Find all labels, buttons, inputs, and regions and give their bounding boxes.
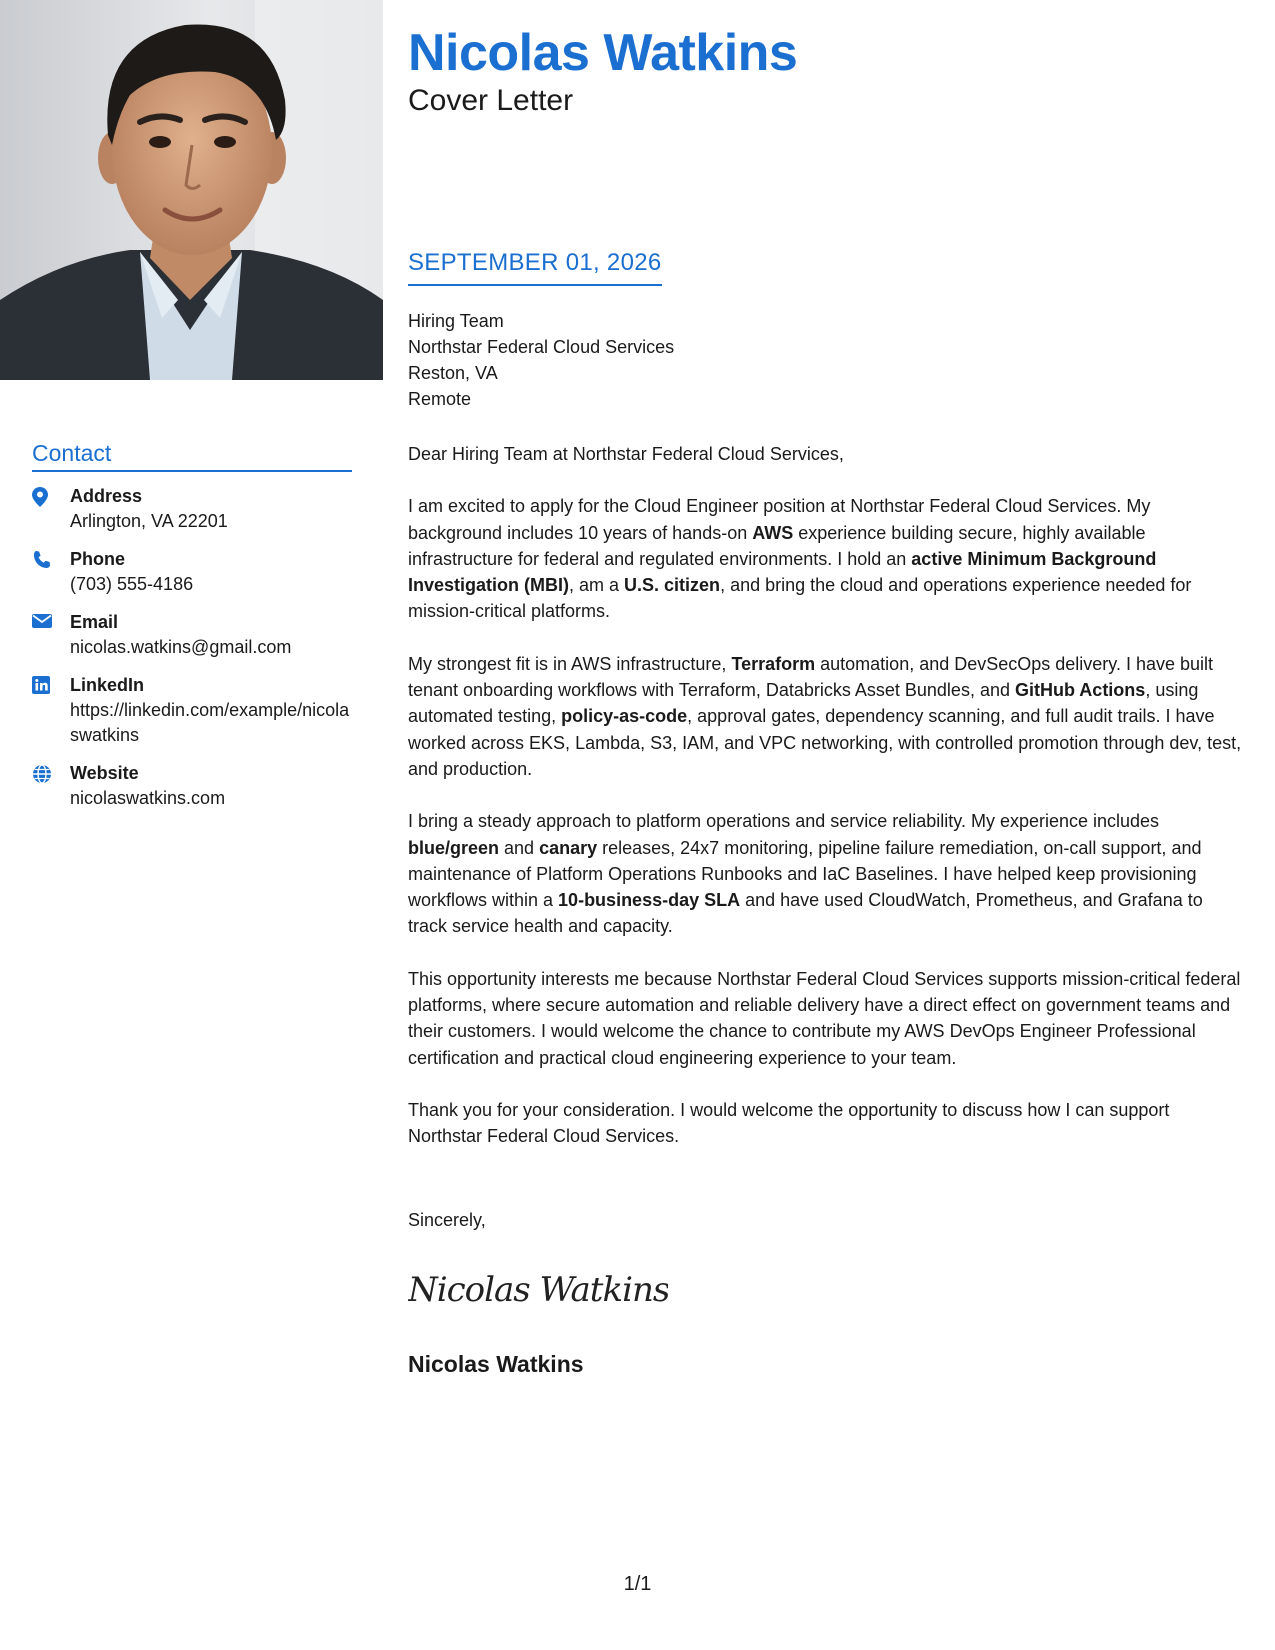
body-paragraph	[408, 1097, 1243, 1150]
paragraph-text: My strongest fit is in AWS infrastructure,	[408, 653, 732, 674]
contact-heading: Contact	[32, 438, 352, 472]
emphasis-text: canary	[539, 837, 598, 858]
globe-icon	[32, 761, 70, 811]
paragraph-text: Thank you for your consideration. I would welcome the opportunity to discuss how I can support Northstar Federal Cloud Services.	[408, 1099, 1170, 1147]
recipient-block	[408, 308, 674, 412]
letter-date: SEPTEMBER 01, 2026	[408, 248, 662, 286]
signature-text: Nicolas Watkins	[408, 1270, 668, 1310]
closing: Sincerely,	[408, 1210, 486, 1230]
paragraph-text: releases, 24x7 monitoring, pipeline failure remediation, on-call support, and maintenance of Platform Operations Runbooks and IaC Baselines. I have helped keep provisioning workflows within a	[408, 837, 1202, 911]
paragraph-text: , am a	[569, 575, 625, 596]
website-link[interactable]: nicolaswatkins.com	[70, 788, 226, 808]
contact-label-address: Address	[70, 486, 143, 506]
contact-item-email	[32, 610, 352, 660]
emphasis-text: policy-as-code	[561, 706, 688, 727]
contact-item-website	[32, 761, 352, 811]
paragraph-text: This opportunity interests me because Northstar Federal Cloud Services supports mission-critical federal platforms, where secure automation and reliable delivery have a direct effect on government teams and their customers. I would welcome the chance to contribute my AWS DevOps Engineer Professional certification and practical cloud engineering experience to your team.	[408, 968, 1241, 1068]
page-number: 1/1	[623, 1573, 652, 1595]
map-pin-icon	[32, 484, 70, 534]
body-paragraph	[408, 651, 1243, 782]
contact-label-email: Email	[70, 612, 119, 632]
paragraph-text: I am excited to apply for the Cloud Engineer position at Northstar Federal Cloud Services. My background includes 10 years of hands-on	[408, 496, 1151, 543]
recipient-line: Reston, VA	[408, 363, 498, 383]
document-subtitle: Cover Letter	[408, 84, 574, 117]
applicant-name: Nicolas Watkins	[408, 24, 798, 82]
emphasis-text: active Minimum Background Investigation (MBI)	[408, 548, 1157, 596]
contact-item-address	[32, 484, 352, 534]
paragraph-text: experience building secure, highly available infrastructure for federal and regulated environments. I hold an	[408, 522, 1146, 569]
paragraph-text: , and bring the cloud and operations experience needed for mission-critical platforms.	[408, 575, 1192, 622]
emphasis-text: AWS	[752, 522, 794, 543]
envelope-icon	[32, 610, 70, 660]
paragraph-text: I bring a steady approach to platform operations and service reliability. My experience includes	[408, 811, 1160, 832]
body-paragraph	[408, 966, 1243, 1071]
contact-label-phone: Phone	[70, 549, 126, 569]
emphasis-text: blue/green	[408, 837, 500, 858]
linkedin-link[interactable]: https://linkedin.com/example/nicolaswatkins	[70, 700, 350, 745]
emphasis-text: U.S. citizen	[624, 575, 721, 596]
contact-list	[32, 484, 352, 811]
body-paragraph	[408, 808, 1243, 939]
email-link[interactable]: nicolas.watkins@gmail.com	[70, 637, 292, 657]
paragraph-text: and	[499, 837, 540, 858]
profile-photo	[0, 0, 383, 380]
emphasis-text: 10-business-day SLA	[558, 890, 741, 911]
recipient-line: Remote	[408, 389, 472, 409]
body-paragraph	[408, 493, 1243, 624]
paragraph-text: and have used CloudWatch, Prometheus, and Grafana to track service health and capacity.	[408, 890, 1203, 937]
emphasis-text: Terraform	[731, 653, 816, 674]
phone-icon	[32, 547, 70, 597]
signed-name: Nicolas Watkins	[408, 1351, 584, 1377]
contact-item-linkedin	[32, 673, 352, 748]
contact-label-linkedin: LinkedIn	[70, 675, 145, 695]
letter-body	[408, 441, 1243, 1176]
contact-value-address: Arlington, VA 22201	[70, 511, 228, 531]
contact-label-website: Website	[70, 763, 139, 783]
recipient-line: Northstar Federal Cloud Services	[408, 337, 675, 357]
paragraph-text: , using automated testing,	[408, 680, 1199, 727]
paragraph-text: automation, and DevSecOps delivery. I have built tenant onboarding workflows with Terraform, Databricks Asset Bundles, and	[408, 653, 1214, 701]
contact-section	[32, 438, 352, 824]
salutation: Dear Hiring Team at Northstar Federal Cloud Services,	[408, 444, 844, 464]
signature	[408, 1265, 668, 1320]
paragraph-text: , approval gates, dependency scanning, and full audit trails. I have worked across EKS, Lambda, S3, IAM, and VPC networking, with controlled promotion through dev, test, and production.	[408, 706, 1242, 779]
recipient-line: Hiring Team	[408, 311, 504, 331]
contact-value-phone: (703) 555-4186	[70, 574, 194, 594]
linkedin-icon	[32, 673, 70, 748]
contact-item-phone	[32, 547, 352, 597]
emphasis-text: GitHub Actions	[1014, 680, 1146, 701]
